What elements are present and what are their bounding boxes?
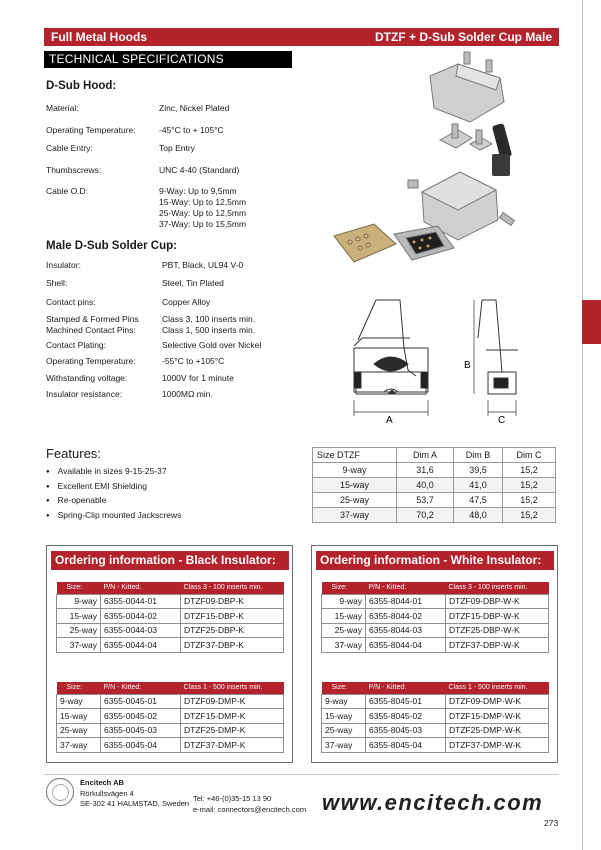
page-edge-line xyxy=(582,0,583,850)
hood-spec-row xyxy=(46,125,224,136)
column-header: P/N - Kitted: xyxy=(366,582,446,594)
column-header: P/N - Kitted: xyxy=(101,682,181,694)
table-cell: DTZF15-DMP-K xyxy=(181,709,284,724)
features-list xyxy=(46,465,181,523)
table-cell: DTZF15-DMP-W-K xyxy=(446,709,549,724)
spec-value: UNC 4-40 (Standard) xyxy=(159,165,240,175)
column-header: Class 3 - 100 inserts min. xyxy=(446,582,549,594)
cup-title: Male D-Sub Solder Cup: xyxy=(46,240,177,252)
hood-spec-row xyxy=(46,186,246,230)
table-cell: 37-way xyxy=(57,738,101,753)
table-cell: 25-way xyxy=(57,723,101,738)
order-black-class1-table xyxy=(56,682,284,753)
spec-value: 1000V for 1 minute xyxy=(162,373,234,383)
spec-value: Steel, Tin Plated xyxy=(162,278,224,288)
table-cell: 6355-0045-04 xyxy=(101,738,181,753)
table-cell: 6355-0045-03 xyxy=(101,723,181,738)
dimension-drawing xyxy=(348,290,528,425)
table-cell: 25-way xyxy=(322,623,366,638)
spec-label: Contact pins: xyxy=(46,297,96,307)
table-cell: 15-way xyxy=(322,609,366,624)
list-item: ● Excellent EMI Shielding xyxy=(46,480,181,495)
table-cell: 15-way xyxy=(57,609,101,624)
features-title: Features: xyxy=(46,446,101,461)
hood-spec-row xyxy=(46,165,239,176)
connector-photo xyxy=(330,214,470,274)
company-name: Encitech AB xyxy=(80,778,124,787)
street-address: Rörkullsvägen 4 xyxy=(80,788,134,798)
table-row xyxy=(313,508,556,523)
table-cell: DTZF15-DBP-W-K xyxy=(446,609,549,624)
column-header: Dim A xyxy=(397,448,454,463)
table-cell: 9-way xyxy=(322,694,366,709)
hood-spec-row xyxy=(46,143,195,154)
table-row xyxy=(322,723,549,738)
table-cell: 6355-0044-03 xyxy=(101,623,181,638)
cup-spec-row xyxy=(46,373,234,384)
table-cell: DTZF09-DBP-K xyxy=(181,594,284,609)
table-cell: 31,6 xyxy=(397,463,454,478)
spec-heading: TECHNICAL SPECIFICATIONS xyxy=(44,51,292,68)
spec-label: Cable Entry: xyxy=(46,143,93,153)
table-cell: 37-way xyxy=(313,508,397,523)
table-cell: 15,2 xyxy=(503,463,556,478)
spec-value: -55°C to +105°C xyxy=(162,356,225,366)
column-header: Size: xyxy=(322,682,366,694)
footer-divider xyxy=(44,774,559,775)
table-cell: DTZF37-DMP-K xyxy=(181,738,284,753)
table-row xyxy=(57,738,284,753)
table-cell: 40,0 xyxy=(397,478,454,493)
order-black-class3-table xyxy=(56,582,284,653)
spec-label: Thumbscrews: xyxy=(46,165,102,175)
table-cell: 6355-8044-04 xyxy=(366,638,446,653)
spec-label: Stamped & Formed Pins Machined Contact Pins: xyxy=(46,314,139,335)
table-cell: DTZF25-DMP-K xyxy=(181,723,284,738)
website-link[interactable]: www.encitech.com xyxy=(322,790,544,815)
cup-spec-row xyxy=(46,340,261,351)
table-cell: 6355-8045-04 xyxy=(366,738,446,753)
table-header-row xyxy=(57,682,284,694)
table-row xyxy=(322,638,549,653)
cup-spec-row xyxy=(46,356,224,367)
column-header: P/N - Kitted: xyxy=(101,582,181,594)
table-cell: 9-way xyxy=(322,594,366,609)
dim-b-label: B xyxy=(464,360,471,371)
hood-spec-row xyxy=(46,103,229,114)
section-tab-marker xyxy=(582,300,601,344)
column-header: Class 1 - 500 inserts min. xyxy=(446,682,549,694)
company-address xyxy=(80,778,189,810)
table-row xyxy=(313,463,556,478)
table-cell: 9-way xyxy=(313,463,397,478)
spec-label: Withstanding voltage: xyxy=(46,373,128,383)
table-cell: DTZF15-DBP-K xyxy=(181,609,284,624)
cup-spec-row xyxy=(46,297,210,308)
spec-label: Contact Plating: xyxy=(46,340,107,350)
table-cell: 25-way xyxy=(322,723,366,738)
table-cell: 6355-8044-03 xyxy=(366,623,446,638)
spec-label: Shell: xyxy=(46,278,68,288)
table-cell: 6355-8045-01 xyxy=(366,694,446,709)
telephone: Tel: +46-(0)35-15 13 90 xyxy=(193,794,272,803)
table-row xyxy=(322,738,549,753)
spec-label: Insulator: xyxy=(46,260,81,270)
header-product: DTZF + D-Sub Solder Cup Male xyxy=(374,30,552,44)
table-cell: DTZF25-DBP-W-K xyxy=(446,623,549,638)
table-cell: 41,0 xyxy=(454,478,503,493)
table-cell: 47,5 xyxy=(454,493,503,508)
spec-label: Operating Temperature: xyxy=(46,356,136,366)
table-cell: 15,2 xyxy=(503,493,556,508)
table-row xyxy=(313,493,556,508)
table-cell: DTZF09-DMP-K xyxy=(181,694,284,709)
spec-value: Zinc, Nickel Plated xyxy=(159,103,230,113)
table-cell: 6355-0045-02 xyxy=(101,709,181,724)
spec-value: Top Entry xyxy=(159,143,195,153)
table-cell: 37-way xyxy=(57,638,101,653)
table-cell: 25-way xyxy=(57,623,101,638)
table-cell: DTZF25-DBP-K xyxy=(181,623,284,638)
table-row xyxy=(57,594,284,609)
spec-value: 9-Way: Up to 9,5mm 15-Way: Up to 12,5mm 25-Way: Up to 12,5mm 37-Way: Up to 15,5mm xyxy=(159,186,247,229)
table-cell: 37-way xyxy=(322,738,366,753)
column-header: Size: xyxy=(57,682,101,694)
table-cell: 6355-8044-01 xyxy=(366,594,446,609)
spec-value: PBT, Black, UL94 V-0 xyxy=(162,260,244,270)
table-row xyxy=(322,709,549,724)
table-cell: 6355-8045-02 xyxy=(366,709,446,724)
list-item: ● Re-openable xyxy=(46,494,181,509)
column-header: Size DTZF xyxy=(313,448,397,463)
table-cell: DTZF25-DMP-W-K xyxy=(446,723,549,738)
email-link[interactable]: e-mail: connectors@encitech.com xyxy=(193,804,307,814)
table-cell: DTZF37-DMP-W-K xyxy=(446,738,549,753)
column-header: Dim B xyxy=(454,448,503,463)
table-row xyxy=(57,723,284,738)
order-white-class3-table xyxy=(321,582,549,653)
cup-spec-row xyxy=(46,314,255,336)
spec-label: Insulator resistance: xyxy=(46,389,123,399)
contact-info xyxy=(193,794,306,815)
certification-seal-icon xyxy=(46,778,74,806)
order-white-title: Ordering information - White Insulator: xyxy=(316,551,554,570)
table-cell: DTZF37-DBP-K xyxy=(181,638,284,653)
page-number: 273 xyxy=(544,818,559,828)
dim-a-label: A xyxy=(386,415,393,425)
table-cell: 37-way xyxy=(322,638,366,653)
column-header: Dim C xyxy=(503,448,556,463)
table-cell: 15,2 xyxy=(503,478,556,493)
table-row xyxy=(322,594,549,609)
order-black-panel xyxy=(46,545,293,763)
table-cell: 9-way xyxy=(57,694,101,709)
table-cell: 6355-0044-02 xyxy=(101,609,181,624)
order-black-title: Ordering information - Black Insulator: xyxy=(51,551,289,570)
table-cell: 6355-0044-01 xyxy=(101,594,181,609)
table-cell: 25-way xyxy=(313,493,397,508)
column-header: Class 1 - 500 inserts min. xyxy=(181,682,284,694)
city-address: SE-302 41 HALMSTAD, Sweden xyxy=(80,799,190,808)
dim-c-label: C xyxy=(498,415,506,425)
table-row xyxy=(57,638,284,653)
table-header-row xyxy=(322,582,549,594)
table-cell: 48,0 xyxy=(454,508,503,523)
table-cell: 15-way xyxy=(313,478,397,493)
table-row xyxy=(57,609,284,624)
column-header: Size: xyxy=(322,582,366,594)
table-header-row xyxy=(322,682,549,694)
column-header: Class 3 - 100 inserts min. xyxy=(181,582,284,594)
table-row xyxy=(322,609,549,624)
order-white-class1-table xyxy=(321,682,549,753)
table-cell: 70,2 xyxy=(397,508,454,523)
table-cell: 6355-0044-04 xyxy=(101,638,181,653)
spec-label: Material: xyxy=(46,103,79,113)
table-cell: 15-way xyxy=(322,709,366,724)
table-cell: 53,7 xyxy=(397,493,454,508)
table-row xyxy=(57,694,284,709)
order-white-panel xyxy=(311,545,558,763)
cup-spec-row xyxy=(46,260,243,271)
spec-value: Copper Alloy xyxy=(162,297,211,307)
table-cell: 6355-0045-01 xyxy=(101,694,181,709)
table-cell: 9-way xyxy=(57,594,101,609)
table-cell: 6355-8045-03 xyxy=(366,723,446,738)
spec-label: Cable O.D: xyxy=(46,186,89,196)
table-row xyxy=(322,623,549,638)
table-header-row xyxy=(313,448,556,463)
column-header: P/N - Kitted: xyxy=(366,682,446,694)
header-category: Full Metal Hoods xyxy=(51,30,147,44)
spec-value: Class 3, 100 inserts min. Class 1, 500 inserts min. xyxy=(162,314,256,335)
column-header: Size: xyxy=(57,582,101,594)
table-cell: DTZF09-DMP-W-K xyxy=(446,694,549,709)
spec-label: Operating Temperature: xyxy=(46,125,136,135)
table-row xyxy=(313,478,556,493)
dimensions-table xyxy=(312,447,556,523)
spec-value: Selective Gold over Nickel xyxy=(162,340,262,350)
spec-value: 1000MΩ min. xyxy=(162,389,213,399)
table-cell: 39,5 xyxy=(454,463,503,478)
list-item: ● Spring-Clip mounted Jackscrews xyxy=(46,509,181,524)
list-item: ● Available in sizes 9-15-25-37 xyxy=(46,465,181,480)
table-row xyxy=(57,623,284,638)
table-row xyxy=(322,694,549,709)
table-cell: 6355-8044-02 xyxy=(366,609,446,624)
spec-value: -45°C to + 105°C xyxy=(159,125,224,135)
table-header-row xyxy=(57,582,284,594)
hood-title: D-Sub Hood: xyxy=(46,80,117,92)
table-row xyxy=(57,709,284,724)
table-cell: DTZF09-DBP-W-K xyxy=(446,594,549,609)
table-cell: 15,2 xyxy=(503,508,556,523)
cup-spec-row xyxy=(46,389,213,400)
table-cell: DTZF37-DBP-W-K xyxy=(446,638,549,653)
table-cell: 15-way xyxy=(57,709,101,724)
cup-spec-row xyxy=(46,278,224,289)
